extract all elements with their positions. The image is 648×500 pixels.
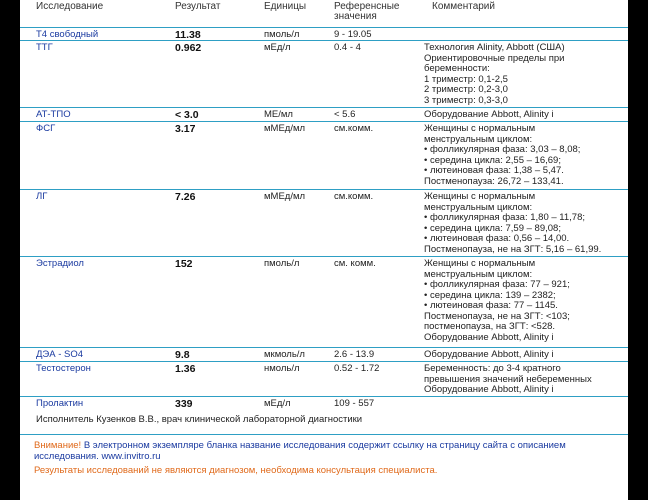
test-name-link[interactable]: АТ-ТПО [36, 109, 71, 120]
comment-line: Оборудование Abbott, Alinity i [424, 109, 554, 120]
notice-link[interactable]: исследования. www.invitro.ru [34, 451, 161, 462]
table-row [20, 121, 628, 187]
test-name-link[interactable]: Эстрадиол [36, 258, 84, 269]
header-comment: Комментарий [432, 1, 495, 12]
units-value: пмоль/л [264, 258, 300, 269]
result-value: 7.26 [175, 191, 196, 203]
units-value: мЕд/л [264, 398, 291, 409]
comment-line: превышения значений небеременных [424, 373, 592, 385]
comment-line: менструальным циклом: [424, 268, 533, 280]
table-row [20, 256, 628, 343]
units-value: мМЕд/мл [264, 191, 306, 202]
reference-value: 0.52 - 1.72 [334, 363, 380, 374]
reference-value: 2.6 - 13.9 [334, 349, 375, 360]
units-value: МЕ/мл [264, 109, 293, 120]
reference-value: 9 - 19.05 [334, 29, 372, 40]
comment-line: • середина цикла: 139 – 2382; [424, 289, 556, 301]
reference-value: см.комм. [334, 191, 374, 202]
comment-cell [424, 124, 628, 187]
comment-line: 1 триместр: 0,1-2,5 [424, 73, 508, 85]
comment-line: Технология Alinity, Abbott (США) [424, 42, 565, 53]
comment-line: Беременность: до 3-4 кратного [424, 363, 561, 374]
table-row [20, 27, 628, 41]
units-value: пмоль/л [264, 29, 300, 40]
executor-line: Исполнитель Кузенков В.В., врач клинической лабораторной диагностики [36, 414, 363, 425]
comment-line: 2 триместр: 0,2-3,0 [424, 84, 508, 95]
comment-line: • фолликулярная фаза: 1,80 – 11,78; [424, 212, 586, 223]
comment-line: Постменопауза, не на ЗГТ: <103; [424, 310, 570, 322]
comment-line: Женщины с нормальным [424, 123, 536, 134]
notice-text: В электронном экземпляре бланка название исследования содержит ссылку на страницу сайта с описанием [81, 440, 566, 451]
comment-cell [424, 350, 628, 361]
comment-line: • фолликулярная фаза: 3,03 – 8,08; [424, 144, 581, 155]
test-name-link[interactable]: ТТГ [36, 42, 53, 53]
result-value: 1.36 [175, 363, 196, 375]
comment-line: Постменопауза: 26,72 – 133,41. [424, 175, 564, 187]
table-row [20, 396, 628, 410]
comment-line: • лютеиновая фаза: 1,38 – 5,47. [424, 165, 564, 176]
result-value: 11.38 [175, 29, 201, 41]
reference-value: см.комм. [334, 123, 374, 134]
comment-cell [424, 43, 628, 106]
comment-line: • середина цикла: 2,55 – 16,69; [424, 154, 561, 166]
result-value: 339 [175, 398, 193, 410]
comment-line: беременности: [424, 63, 490, 74]
units-value: мМЕд/мл [264, 123, 306, 134]
reference-value: см. комм. [334, 258, 376, 269]
comment-line: Оборудование Abbott, Alinity i [424, 331, 554, 343]
comment-line: • фолликулярная фаза: 77 – 921; [424, 279, 570, 290]
header-units: Единицы [264, 1, 307, 12]
reference-value: 109 - 557 [334, 398, 375, 409]
comment-line: Ориентировочные пределы при [424, 52, 565, 64]
notice-warning: Внимание! [34, 440, 82, 451]
comment-line: менструальным циклом: [424, 133, 533, 145]
table-row [20, 347, 628, 361]
result-value: 9.8 [175, 349, 190, 361]
comment-line: Постменопауза, не на ЗГТ: 5,16 – 61,99. [424, 243, 602, 255]
table-header [20, 0, 628, 27]
comment-line: • лютеиновая фаза: 77 – 1145. [424, 300, 558, 311]
table-row [20, 107, 628, 121]
test-name-link[interactable]: Т4 свободный [36, 29, 99, 40]
notice [34, 440, 628, 462]
comment-cell [424, 259, 628, 343]
disclaimer: Результаты исследований не являются диагнозом, необходима консультация специалиста. [34, 465, 438, 476]
comment-line: Женщины с нормальным [424, 258, 536, 269]
comment-line: • середина цикла: 7,59 – 89,08; [424, 222, 561, 234]
result-value: 152 [175, 258, 193, 270]
divider [20, 434, 628, 435]
units-value: мкмоль/л [264, 349, 305, 360]
comment-cell [424, 364, 628, 396]
comment-line: Женщины с нормальным [424, 191, 536, 202]
table-row [20, 40, 628, 106]
test-name-link[interactable]: Тестостерон [36, 363, 91, 374]
result-value: 0.962 [175, 42, 202, 54]
header-result: Результат [175, 1, 221, 12]
test-name-link[interactable]: ДЭА - SO4 [36, 349, 84, 360]
comment-line: менструальным циклом: [424, 201, 533, 213]
comment-line: постменопауза, на ЗГТ: <528. [424, 321, 556, 332]
table-row [20, 361, 628, 395]
comment-line: Оборудование Abbott, Alinity i [424, 349, 554, 360]
table-row [20, 189, 628, 255]
lab-report-sheet [20, 0, 628, 500]
reference-value: 0.4 - 4 [334, 42, 361, 53]
header-reference: Референсные значения [334, 1, 400, 22]
test-name-link[interactable]: Пролактин [36, 398, 84, 409]
units-value: нмоль/л [264, 363, 300, 374]
test-name-link[interactable]: ЛГ [36, 191, 48, 202]
comment-cell [424, 110, 628, 121]
result-value: 3.17 [175, 123, 196, 135]
comment-line: Оборудование Abbott, Alinity i [424, 384, 554, 395]
reference-value: < 5.6 [334, 109, 356, 120]
comment-line: • лютеиновая фаза: 0,56 – 14,00. [424, 233, 570, 244]
header-test: Исследование [36, 1, 104, 12]
units-value: мЕд/л [264, 42, 291, 53]
comment-cell [424, 192, 628, 255]
result-value: < 3.0 [175, 109, 199, 121]
test-name-link[interactable]: ФСГ [36, 123, 56, 134]
comment-line: 3 триместр: 0,3-3,0 [424, 94, 508, 106]
